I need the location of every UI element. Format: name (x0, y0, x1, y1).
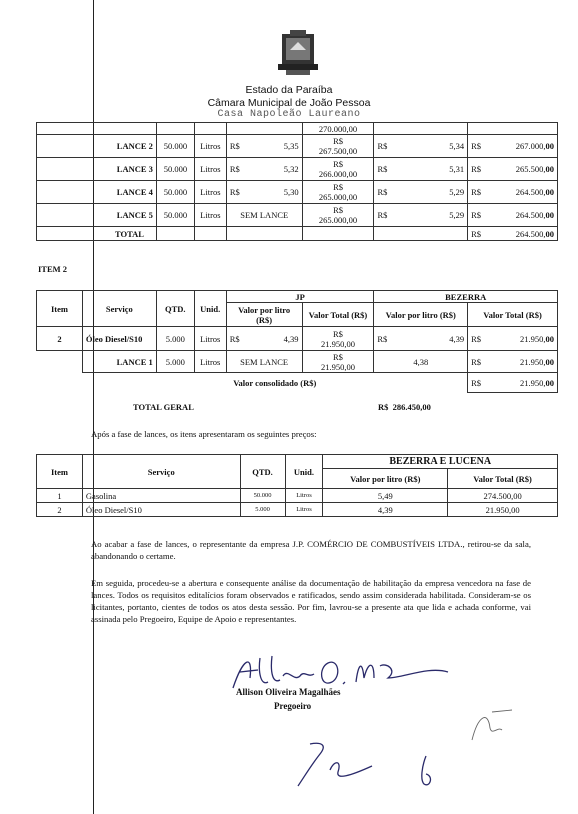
table-row: 1 Gasolina 50.000 Litros 5,49 274.500,00 (37, 489, 558, 503)
item2-title: ITEM 2 (38, 264, 68, 274)
signature-bottom-right (412, 752, 442, 792)
signature-initials-right (468, 706, 518, 746)
coat-of-arms-icon (276, 28, 320, 78)
header-state: Estado da Paraíba (245, 84, 333, 96)
table-row: 2 Óleo Diesel/S10 5.000 Litros R$ 4,39 R$ 21.950,00 R$ 4,39 R$ 21.950,00 (37, 327, 558, 351)
paragraph-habilitation: Em seguida, procedeu-se a abertura e consequente análise da documentação de habilitação da empresa vencedora na fase de lances. Todos os requisitos editalícios foram observados e ratificados, sendo assim considerada habilitada. Consideram-se os licitantes, portanto, cientes de todos os atos desta sessão. Por fim, lavrou-se a presente ata que lida e achada conforme, vai assinada pelo Pregoeiro, Equipe de Apoio e representantes. (91, 578, 531, 624)
total-geral-label: TOTAL GERAL (133, 402, 194, 412)
final-prices-table: Item Serviço QTD. Unid. BEZERRA E LUCENA Valor por litro (R$) Valor Total (R$) 1 Gasolina 50.000 Litros 5,49 274.500,00 2 Óleo Diesel/S10 5.000 Litros 4,39 21.950,00 (36, 454, 558, 517)
lances-table-item1 (36, 122, 558, 241)
company-bezerra-header: BEZERRA (374, 291, 558, 303)
table-row: LANCE 5 50.000 Litros SEM LANCE R$ 265.000,00 R$ 5,29 R$ 264.500,00 (37, 204, 558, 227)
signer-name: Allison Oliveira Magalhães (236, 687, 341, 697)
table-total-row: TOTAL R$ 264.500,00 (37, 227, 558, 241)
paragraph-withdrawal: Ao acabar a fase de lances, o representante da empresa J.P. COMÉRCIO DE COMBUSTÍVEIS LTDA., retirou-se da sala, abandonando o certame. (91, 539, 531, 561)
company-jp-header: JP (226, 291, 374, 303)
table-row: 2 Óleo Diesel/S10 5.000 Litros 4,39 21.950,00 (37, 503, 558, 517)
signer-role: Pregoeiro (274, 701, 312, 711)
table-row: LANCE 4 50.000 Litros R$ 5,30 R$ 265.000,00 R$ 5,29 R$ 264.500,00 (37, 181, 558, 204)
total-geral-value: R$ 286.450,00 (378, 402, 431, 412)
partial-total: 270.000,00 (302, 123, 374, 135)
lances-table-item2: Item Serviço QTD. Unid. JP BEZERRA Valor por litro (R$) Valor Total (R$) Valor por litro (R$) Valor Total (R$) 2 Óleo Diesel/S10 5.000 Litros R$ 4,39 R$ 21.950,00 R$ 4,39 R$ 21.950,00 LANCE 1 5.000 Litros SEM LANCE R$ 21.950,00 4,38 R$ 21.950,00 Valor consolidado (R$) R$ 21.950,00 (36, 290, 558, 393)
header-chamber: Câmara Municipal de João Pessoa (207, 97, 371, 109)
signature-bottom-left (290, 740, 380, 790)
consolidated-row: Valor consolidado (R$) R$ 21.950,00 (37, 373, 558, 393)
header-house: Casa Napoleão Laureano (217, 109, 361, 120)
intro-paragraph: Após a fase de lances, os itens apresentaram os seguintes preços: (91, 429, 317, 439)
table-row: LANCE 2 50.000 Litros R$ 5,35 R$ 267.500,00 R$ 5,34 R$ 267.000,00 (37, 135, 558, 158)
company-bezerra-lucena-header: BEZERRA E LUCENA (323, 455, 558, 469)
table-row: LANCE 1 5.000 Litros SEM LANCE R$ 21.950,00 4,38 R$ 21.950,00 (37, 351, 558, 373)
table-row: LANCE 3 50.000 Litros R$ 5,32 R$ 266.000,00 R$ 5,31 R$ 265.500,00 (37, 158, 558, 181)
